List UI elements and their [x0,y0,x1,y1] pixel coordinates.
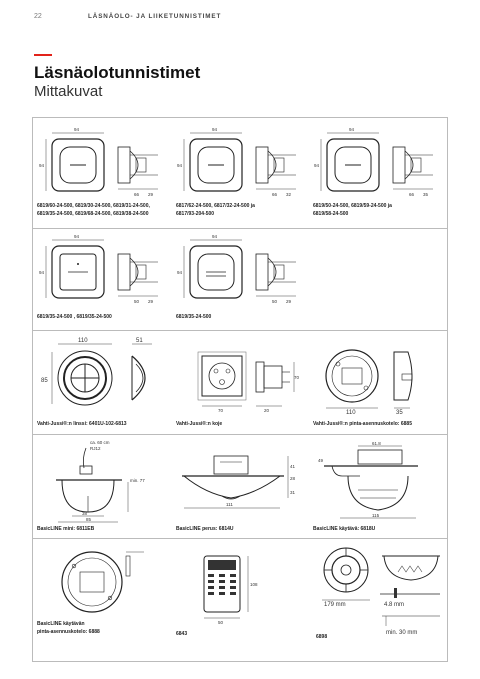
detector-drawing-front-side [38,125,168,201]
svg-text:94: 94 [177,270,183,275]
svg-text:61.8: 61.8 [372,441,381,446]
svg-text:51: 51 [136,338,143,344]
svg-text:min. 30 mm: min. 30 mm [386,630,418,636]
caption: BasicLINE perus: 6814U [176,526,234,532]
caption: 6819/35-24-500 , 6819/35-24-500 [37,314,112,320]
basicline-kaytava-drawing [318,440,438,524]
svg-text:94: 94 [177,163,183,168]
svg-text:94: 94 [212,127,218,132]
detector-drawing-front-side [38,234,168,310]
caption: Vahti-Jussi®:n koje [176,421,223,427]
page-title: Läsnäolotunnistimet [34,63,201,82]
svg-text:94: 94 [314,163,320,168]
svg-text:50: 50 [134,299,140,304]
svg-text:94: 94 [39,270,45,275]
svg-text:66: 66 [134,192,140,197]
svg-text:41: 41 [290,464,296,469]
svg-text:28: 28 [290,476,296,481]
svg-text:49: 49 [318,458,324,463]
row-divider [32,538,448,539]
housing-drawing [318,346,438,416]
svg-text:94: 94 [39,163,45,168]
svg-text:111: 111 [226,502,233,507]
svg-text:108: 108 [250,582,258,587]
svg-text:ca. 60 cm: ca. 60 cm [90,440,110,445]
caption: 6819/50-24-500, 6819/59-24-500 ja 6819/58-24-500 [313,203,392,217]
detector-6898-drawing [316,542,446,638]
svg-text:94: 94 [212,234,218,239]
detector-drawing-front-side [313,125,443,201]
svg-text:94: 94 [74,234,80,239]
lens-drawing [40,336,170,410]
svg-text:29: 29 [148,192,154,197]
svg-text:110: 110 [78,338,88,344]
svg-text:66: 66 [409,192,415,197]
device-drawing [190,346,300,412]
page-subtitle: Mittakuvat [34,83,103,100]
caption: 6819/60-24-500, 6819/30-24-500, 6819/31-24-500, 6819/35-24-500, 6819/68-24-500, 6819/38-24-500 [37,203,150,217]
svg-text:min. 77: min. 77 [130,478,145,483]
detector-drawing-front-side [176,234,306,310]
svg-text:179 mm: 179 mm [324,602,346,608]
svg-text:94: 94 [349,127,355,132]
basicline-mini-drawing [42,438,172,524]
svg-text:110: 110 [346,410,356,416]
caption: 6819/35-24-500 [176,314,212,320]
row-divider [32,434,448,435]
svg-text:4.8 mm: 4.8 mm [384,602,405,608]
svg-text:70: 70 [218,408,224,413]
accent-bar [34,54,52,56]
page-number: 22 [34,13,42,20]
caption: Vahti-Jussi®:n pinta-asennuskotelo: 6885 [313,421,412,427]
svg-text:50: 50 [272,299,278,304]
svg-text:66: 66 [272,192,278,197]
detector-drawing-front-side [176,125,306,201]
caption: 6843 [176,631,188,637]
caption: Vahti-Jussi®:n linssi: 6401U-102-6813 [37,421,127,427]
basicline-perus-drawing [176,446,308,522]
svg-text:38: 38 [82,511,88,516]
svg-text:85: 85 [41,378,48,384]
svg-text:35: 35 [423,192,429,197]
caption: BasicLINE käytävä: 6818U [313,526,376,532]
svg-text:85: 85 [86,517,92,522]
row-divider [32,228,448,229]
svg-text:29: 29 [148,299,154,304]
svg-text:32: 32 [286,192,292,197]
caption: BasicLINE käytävän pinta-asennuskotelo: 6888 [37,621,100,635]
svg-text:35: 35 [396,410,403,416]
surface-housing-drawing [40,548,150,618]
caption: BasicLINE mini: 6811EB [37,526,95,532]
svg-text:94: 94 [74,127,80,132]
caption: 6898 [316,634,328,640]
caption: 6817/62-24-500, 6817/32-24-500 ja 6817/93-204-500 [176,203,255,217]
svg-text:50: 50 [218,620,224,625]
svg-text:31: 31 [290,490,296,495]
svg-text:115: 115 [372,513,380,518]
svg-text:20: 20 [264,408,270,413]
svg-text:29: 29 [286,299,292,304]
section-title: LÄSNÄOLO- JA LIIKETUNNISTIMET [88,13,222,20]
svg-text:RJ12: RJ12 [90,446,101,451]
remote-control-drawing [196,552,276,626]
row-divider [32,330,448,331]
svg-text:70: 70 [294,375,300,380]
